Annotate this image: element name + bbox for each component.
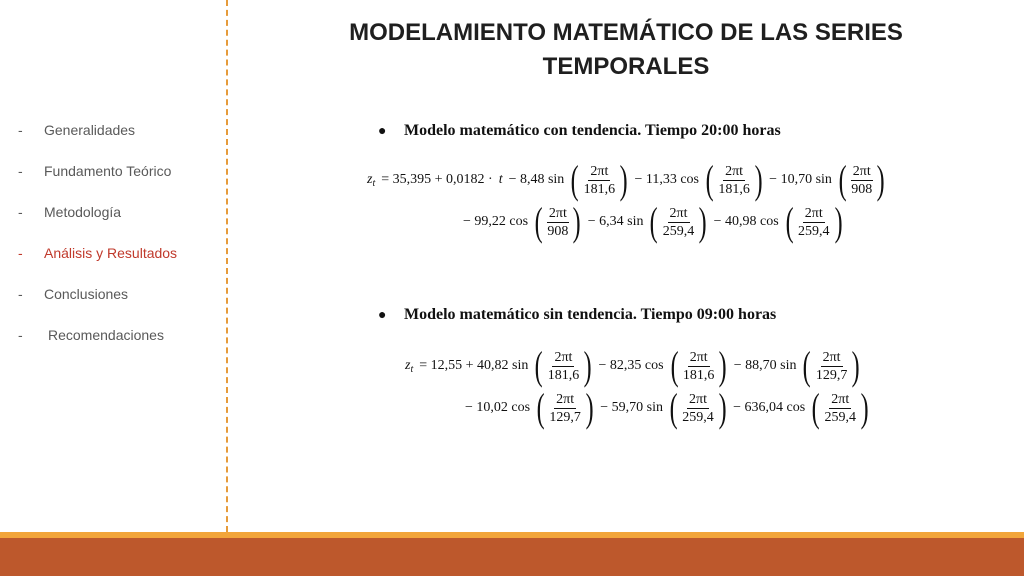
nav-dash: -: [18, 327, 23, 343]
lead-term: = 12,55 + 40,82 sin: [419, 358, 529, 373]
nav-item-label: Generalidades: [44, 122, 136, 138]
fraction: ( $\frac{2\pi t}{129,7}$ ): [536, 385, 594, 430]
fraction: ( $\frac{2\pi t}{259,4}$ ): [785, 199, 843, 244]
numerator: 2πt: [554, 349, 573, 365]
nav-item-label: Recomendaciones: [48, 327, 164, 343]
numerator: 2πt: [725, 163, 744, 179]
term: − 82,35 cos: [598, 358, 664, 373]
nav-dash: -: [18, 286, 23, 302]
denominator: 908: [851, 181, 873, 197]
nav-dash: -: [18, 245, 23, 261]
time-variable: t: [498, 172, 503, 187]
nav-item-conclusiones[interactable]: [18, 286, 177, 327]
denominator: 129,7: [549, 409, 581, 425]
fraction: ( $\frac{2\pi t}{181,6}$ ): [570, 157, 628, 202]
bullet-text: Modelo matemático con tendencia. Tiempo 20:00 horas: [404, 122, 781, 139]
dashed-divider: [226, 0, 228, 532]
term: − 636,04 cos: [733, 400, 806, 415]
nav-item-label: Fundamento Teórico: [44, 163, 172, 179]
bullet-text: Modelo matemático sin tendencia. Tiempo 09:00 horas: [404, 306, 777, 323]
denominator: 181,6: [682, 367, 715, 383]
sidebar: [0, 0, 226, 532]
nav-item-generalidades[interactable]: [18, 122, 177, 163]
term: − 10,02 cos: [465, 400, 531, 415]
slide-title: [320, 16, 932, 84]
lhs-variable: $z_t$: [405, 357, 414, 375]
title-line-2: TEMPORALES: [542, 53, 710, 80]
numerator: 2πt: [689, 349, 708, 365]
fraction: ( $\frac{2\pi t}{129,7}$ ): [803, 343, 860, 388]
denominator: 259,4: [682, 409, 714, 425]
equation-line: [364, 157, 889, 202]
numerator: 2πt: [590, 163, 609, 179]
nav-item-metodologia[interactable]: [18, 204, 177, 245]
numerator: 2πt: [548, 205, 567, 221]
term: − 88,70 sin: [733, 358, 797, 373]
term: − 6,34 sin: [587, 214, 644, 229]
term: − 8,48 sin: [508, 172, 565, 187]
nav-item-fundamento-teorico[interactable]: [18, 163, 177, 204]
equation-line: [460, 199, 846, 244]
numerator: 2πt: [689, 391, 708, 407]
numerator: 2πt: [556, 391, 575, 407]
nav-dash: -: [18, 122, 23, 138]
denominator: 259,4: [662, 223, 695, 239]
equation-line: [402, 343, 864, 388]
lead-term: = 35,395 + 0,0182 ·: [381, 172, 493, 187]
fraction: ( $\frac{2\pi t}{908}$ ): [534, 199, 582, 244]
denominator: 908: [547, 223, 569, 239]
bullet-icon: ●: [378, 308, 387, 323]
denominator: 259,4: [824, 409, 856, 425]
bullet-model-with-trend: [378, 122, 781, 140]
equation-line: [462, 385, 872, 430]
section-nav: [18, 122, 177, 368]
nav-item-analisis-resultados[interactable]: [18, 245, 177, 286]
nav-item-recomendaciones[interactable]: [18, 327, 177, 368]
nav-item-label: Conclusiones: [44, 286, 129, 302]
nav-item-label: Análisis y Resultados: [44, 245, 178, 261]
term: − 40,98 cos: [713, 214, 779, 229]
fraction: ( $\frac{2\pi t}{259,4}$ ): [669, 385, 727, 430]
denominator: 129,7: [815, 367, 848, 383]
numerator: 2πt: [831, 391, 850, 407]
footer-bar: [0, 538, 1024, 576]
fraction: ( $\frac{2\pi t}{259,4}$ ): [650, 199, 707, 244]
term: − 10,70 sin: [769, 172, 832, 187]
fraction: ( $\frac{2\pi t}{908}$ ): [838, 157, 885, 202]
denominator: 259,4: [798, 223, 830, 239]
nav-dash: -: [18, 163, 23, 179]
term: − 99,22 cos: [463, 214, 529, 229]
fraction: ( $\frac{2\pi t}{259,4}$ ): [811, 385, 869, 430]
nav-dash: -: [18, 204, 23, 220]
fraction: ( $\frac{2\pi t}{181,6}$ ): [535, 343, 592, 388]
numerator: 2πt: [804, 205, 823, 221]
nav-item-label: Metodología: [44, 204, 122, 220]
title-line-1: MODELAMIENTO MATEMÁTICO DE LAS SERIES: [349, 19, 903, 46]
lhs-variable: $z_t$: [367, 171, 376, 189]
denominator: 181,6: [718, 181, 750, 197]
denominator: 181,6: [583, 181, 616, 197]
numerator: 2πt: [852, 163, 871, 179]
bullet-model-without-trend: [378, 306, 776, 324]
fraction: ( $\frac{2\pi t}{181,6}$ ): [670, 343, 728, 388]
numerator: 2πt: [669, 205, 688, 221]
term: − 59,70 sin: [600, 400, 663, 415]
numerator: 2πt: [822, 349, 841, 365]
fraction: ( $\frac{2\pi t}{181,6}$ ): [705, 157, 763, 202]
denominator: 181,6: [547, 367, 580, 383]
bullet-icon: ●: [378, 124, 387, 139]
term: − 11,33 cos: [634, 172, 700, 187]
